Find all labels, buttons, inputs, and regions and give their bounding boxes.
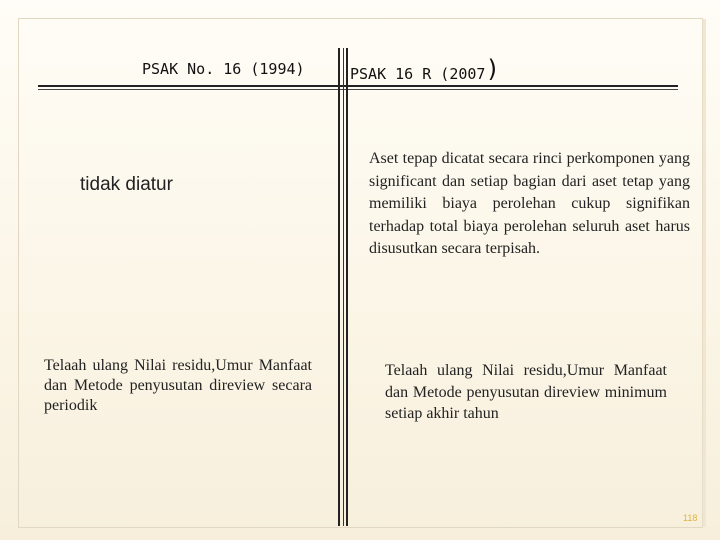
row1-left-text: tidak diatur	[80, 174, 173, 195]
slide-frame	[18, 18, 703, 528]
column-header-right-text: PSAK 16 R (2007	[350, 65, 486, 83]
header-divider-line	[38, 85, 678, 87]
column-header-left: PSAK No. 16 (1994)	[142, 60, 305, 78]
row2-right-text: Telaah ulang Nilai residu,Umur Manfaat dan Metode penyusutan direview minimum setiap akhir tahun	[385, 362, 667, 422]
column-divider-line-right	[346, 48, 348, 526]
column-divider-line	[338, 48, 340, 526]
row2-left-text: Telaah ulang Nilai residu,Umur Manfaat dan Metode penyusutan direview secara periodik	[44, 357, 312, 414]
row1-right-text: Aset tepap dicatat secara rinci perkomponen yang significant dan setiap bagian dari aset tetap yang memiliki biaya perolehan cukup signifikan terhadap total biaya perolehan seluruh aset harus disusutkan secara terpisah.	[369, 150, 690, 257]
page-number: 118	[683, 513, 698, 523]
column-header-right-paren: )	[485, 55, 500, 83]
column-header-right	[350, 57, 500, 85]
column-divider-line-middle	[343, 48, 344, 526]
header-divider-line-secondary	[38, 89, 678, 90]
